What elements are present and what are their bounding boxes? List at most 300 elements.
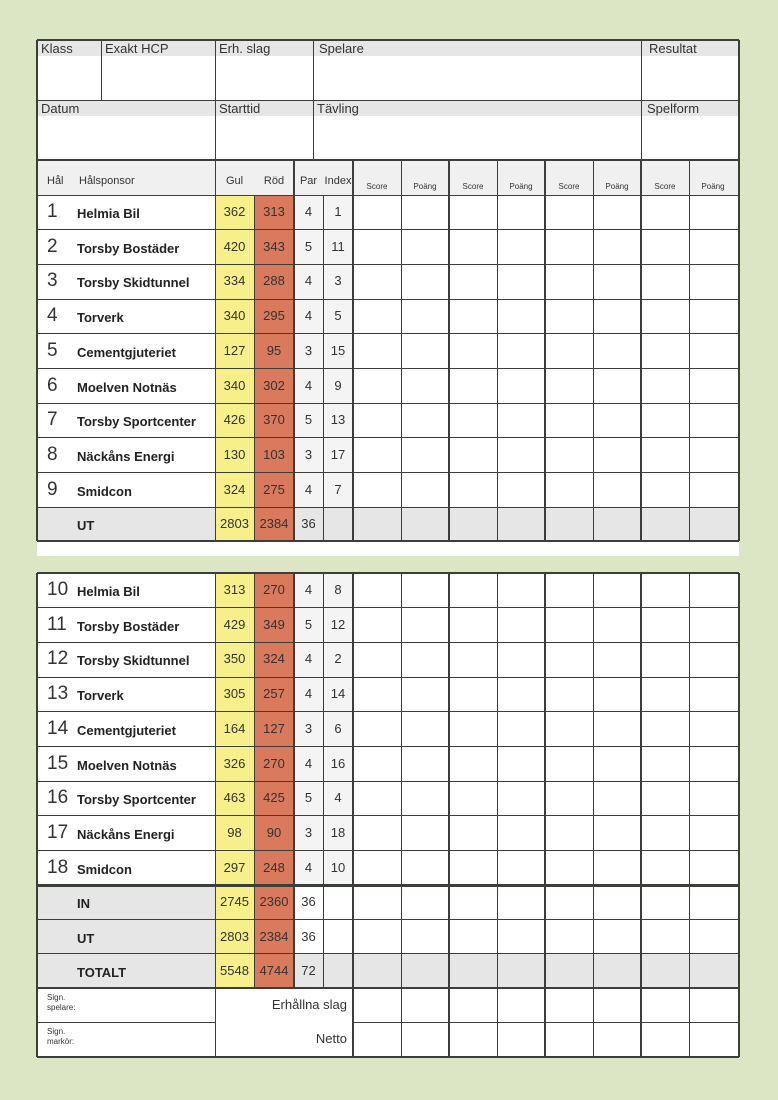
divider (497, 160, 498, 541)
poang-cell[interactable] (401, 195, 449, 230)
rod-distance: 103 (263, 446, 285, 462)
gul-distance: 127 (223, 342, 246, 358)
score-cell[interactable] (641, 264, 689, 299)
netto-cell[interactable] (449, 1022, 497, 1057)
divider (37, 299, 739, 300)
poang-cell[interactable] (593, 230, 641, 265)
poang-cell[interactable] (401, 851, 449, 886)
netto-cell[interactable] (545, 1022, 593, 1057)
spelform-label: Spelform (647, 101, 700, 116)
score-cell[interactable] (545, 747, 593, 782)
hole-number: 1 (47, 201, 58, 222)
poang-header: Poäng (605, 182, 629, 191)
score-cell[interactable] (449, 573, 497, 608)
divider (352, 573, 354, 1057)
poang-cell[interactable] (593, 747, 641, 782)
poang-cell[interactable] (401, 747, 449, 782)
gul-distance: 340 (223, 377, 246, 393)
poang-header: Poäng (413, 182, 437, 191)
divider (293, 573, 295, 988)
divider (448, 573, 450, 1057)
resultat-field[interactable] (641, 56, 739, 100)
hole-index: 8 (334, 582, 342, 597)
poang-cell[interactable] (689, 781, 739, 816)
hole-sponsor: Torsby Bostäder (77, 618, 180, 634)
score-cell[interactable] (641, 473, 689, 508)
erhallna-slag-cell[interactable] (401, 988, 449, 1023)
score-cell[interactable] (641, 299, 689, 334)
erhallna-slag-cell[interactable] (593, 988, 641, 1023)
rod-distance: 127 (263, 720, 285, 736)
divider (352, 160, 354, 541)
netto-cell[interactable] (689, 1022, 739, 1057)
score-cell[interactable] (449, 816, 497, 851)
erhallna-slag-cell[interactable] (353, 988, 401, 1023)
score-cell[interactable] (641, 954, 689, 988)
spelare-label: Spelare (319, 41, 364, 56)
divider (37, 1022, 215, 1023)
divider (37, 472, 739, 473)
score-cell[interactable] (353, 712, 401, 747)
score-cell[interactable] (353, 677, 401, 712)
score-header: Score (558, 182, 580, 191)
gul-distance: 324 (223, 481, 246, 497)
score-cell[interactable] (449, 677, 497, 712)
score-cell[interactable] (449, 712, 497, 747)
spelform-field[interactable] (641, 116, 739, 160)
poang-cell[interactable] (497, 369, 545, 404)
poang-cell[interactable] (401, 264, 449, 299)
hole-par: 4 (304, 273, 313, 289)
score-cell[interactable] (545, 369, 593, 404)
score-cell[interactable] (449, 473, 497, 508)
rod-distance: 288 (263, 273, 285, 289)
poang-cell[interactable] (593, 885, 641, 919)
sign-spelare-label: Sign. (47, 992, 66, 1002)
divider (37, 195, 739, 196)
poang-cell[interactable] (689, 885, 739, 919)
poang-cell[interactable] (593, 816, 641, 851)
sign-markor-label: Sign. (47, 1027, 66, 1037)
score-header: Score (462, 182, 484, 191)
poang-cell[interactable] (593, 369, 641, 404)
erhallna-slag-cell[interactable] (545, 988, 593, 1023)
poang-cell[interactable] (401, 299, 449, 334)
poang-cell[interactable] (593, 920, 641, 954)
poang-cell[interactable] (497, 747, 545, 782)
score-cell[interactable] (641, 781, 689, 816)
hole-number: 10 (47, 579, 69, 600)
total-label: TOTALT (77, 964, 127, 980)
score-cell[interactable] (641, 403, 689, 438)
hal-header: Hål (47, 175, 64, 187)
poang-cell[interactable] (497, 712, 545, 747)
rod-distance: 313 (263, 204, 285, 219)
divider (593, 573, 594, 1057)
score-cell[interactable] (641, 816, 689, 851)
card-border (738, 40, 740, 541)
score-cell[interactable] (545, 885, 593, 919)
poang-cell[interactable] (593, 573, 641, 608)
poang-cell[interactable] (497, 851, 545, 886)
divider (37, 919, 739, 920)
poang-cell[interactable] (593, 264, 641, 299)
poang-cell[interactable] (497, 954, 545, 988)
score-cell[interactable] (449, 885, 497, 919)
hole-sponsor: Helmia Bil (77, 206, 140, 221)
hole-index: 9 (334, 377, 342, 393)
score-cell[interactable] (353, 747, 401, 782)
gul-distance: 420 (223, 238, 246, 254)
poang-cell[interactable] (401, 781, 449, 816)
hole-sponsor: Näckåns Energi (77, 826, 175, 842)
hole-number: 2 (47, 235, 58, 257)
divider (37, 987, 739, 989)
divider (323, 573, 324, 988)
hole-number: 13 (47, 683, 69, 705)
exakt-hcp-field[interactable] (101, 56, 215, 100)
poang-cell[interactable] (689, 264, 739, 299)
score-cell[interactable] (641, 369, 689, 404)
hole-index: 15 (330, 342, 346, 358)
score-cell[interactable] (353, 369, 401, 404)
poang-cell[interactable] (401, 920, 449, 954)
score-cell[interactable] (449, 781, 497, 816)
poang-cell[interactable] (497, 195, 545, 230)
score-cell[interactable] (545, 473, 593, 508)
erh-slag-field[interactable] (215, 56, 313, 100)
divider (37, 368, 739, 369)
netto-cell[interactable] (593, 1022, 641, 1057)
poang-cell[interactable] (593, 299, 641, 334)
poang-cell[interactable] (401, 954, 449, 988)
score-cell[interactable] (545, 781, 593, 816)
poang-cell[interactable] (401, 677, 449, 712)
poang-cell[interactable] (401, 230, 449, 265)
hole-index: 14 (330, 686, 346, 702)
gul-distance: 350 (223, 651, 246, 667)
hole-number: 15 (47, 752, 69, 774)
poang-cell[interactable] (689, 195, 739, 230)
divider (37, 572, 739, 574)
hole-sponsor: Torsby Bostäder (77, 240, 180, 256)
score-cell[interactable] (545, 608, 593, 643)
poang-cell[interactable] (401, 712, 449, 747)
divider (101, 40, 102, 100)
poang-cell[interactable] (689, 677, 739, 712)
score-cell[interactable] (449, 920, 497, 954)
poang-cell[interactable] (401, 369, 449, 404)
hole-number: 7 (47, 409, 58, 431)
poang-cell[interactable] (689, 642, 739, 677)
resultat-label: Resultat (649, 41, 697, 56)
score-cell[interactable] (641, 608, 689, 643)
divider (37, 711, 739, 712)
hole-index: 2 (334, 651, 342, 667)
score-cell[interactable] (545, 230, 593, 265)
gul-distance: 326 (223, 755, 246, 771)
sign-markor-field[interactable] (37, 1022, 215, 1057)
total-par: 36 (301, 894, 316, 910)
score-cell[interactable] (545, 403, 593, 438)
score-cell[interactable] (353, 608, 401, 643)
score-cell[interactable] (353, 851, 401, 886)
poang-cell[interactable] (401, 642, 449, 677)
score-cell[interactable] (353, 230, 401, 265)
hole-sponsor: Smidcon (77, 861, 132, 877)
score-cell[interactable] (353, 816, 401, 851)
poang-cell[interactable] (401, 885, 449, 919)
poang-cell[interactable] (689, 230, 739, 265)
poang-cell[interactable] (497, 264, 545, 299)
score-cell[interactable] (449, 334, 497, 369)
score-cell[interactable] (641, 195, 689, 230)
poang-cell[interactable] (689, 573, 739, 608)
score-cell[interactable] (353, 195, 401, 230)
divider (254, 195, 255, 541)
netto-cell[interactable] (353, 1022, 401, 1057)
poang-cell[interactable] (401, 473, 449, 508)
score-cell[interactable] (353, 473, 401, 508)
poang-cell[interactable] (593, 712, 641, 747)
poang-cell[interactable] (401, 403, 449, 438)
score-cell[interactable] (353, 920, 401, 954)
poang-cell[interactable] (497, 677, 545, 712)
poang-cell[interactable] (593, 781, 641, 816)
score-cell[interactable] (449, 438, 497, 473)
score-cell[interactable] (353, 954, 401, 988)
card-border (36, 573, 38, 1057)
poang-cell[interactable] (401, 608, 449, 643)
tavling-field[interactable] (313, 116, 641, 160)
poang-cell[interactable] (689, 851, 739, 886)
score-cell[interactable] (449, 954, 497, 988)
score-cell[interactable] (449, 264, 497, 299)
spelare-field[interactable] (313, 56, 641, 100)
score-cell[interactable] (545, 677, 593, 712)
poang-cell[interactable] (689, 608, 739, 643)
poang-cell[interactable] (689, 816, 739, 851)
score-cell[interactable] (641, 334, 689, 369)
score-cell[interactable] (449, 299, 497, 334)
poang-cell[interactable] (497, 781, 545, 816)
poang-cell[interactable] (593, 642, 641, 677)
gul-distance: 98 (227, 824, 242, 840)
score-header: Score (366, 182, 388, 191)
poang-cell[interactable] (689, 334, 739, 369)
divider (215, 160, 216, 541)
erhallna-slag-cell[interactable] (689, 988, 739, 1023)
poang-cell[interactable] (593, 608, 641, 643)
score-cell[interactable] (449, 195, 497, 230)
divider (37, 333, 739, 334)
poang-cell[interactable] (593, 403, 641, 438)
erhallna-slag-cell[interactable] (497, 988, 545, 1023)
poang-cell[interactable] (497, 473, 545, 508)
score-cell[interactable] (353, 299, 401, 334)
score-cell[interactable] (353, 438, 401, 473)
poang-cell[interactable] (497, 299, 545, 334)
rod-distance: 295 (263, 308, 285, 324)
poang-cell[interactable] (401, 816, 449, 851)
poang-cell[interactable] (593, 851, 641, 886)
erhallna-slag-cell[interactable] (449, 988, 497, 1023)
divider (497, 573, 498, 1057)
score-cell[interactable] (641, 438, 689, 473)
poang-cell[interactable] (689, 920, 739, 954)
poang-cell[interactable] (497, 438, 545, 473)
divider (37, 159, 739, 161)
score-cell[interactable] (545, 920, 593, 954)
poang-cell[interactable] (593, 195, 641, 230)
poang-cell[interactable] (593, 473, 641, 508)
poang-cell[interactable] (401, 573, 449, 608)
poang-cell[interactable] (689, 438, 739, 473)
poang-cell[interactable] (401, 438, 449, 473)
score-cell[interactable] (353, 334, 401, 369)
hole-index: 3 (334, 273, 342, 289)
rod-distance: 425 (263, 790, 285, 806)
score-cell[interactable] (545, 438, 593, 473)
score-cell[interactable] (545, 195, 593, 230)
score-cell[interactable] (641, 747, 689, 782)
score-cell[interactable] (545, 299, 593, 334)
hole-index: 10 (330, 859, 346, 875)
score-cell[interactable] (545, 573, 593, 608)
rod-distance: 302 (263, 377, 285, 393)
score-cell[interactable] (545, 816, 593, 851)
poang-cell[interactable] (689, 712, 739, 747)
ut-gul-total: 2803 (220, 516, 249, 532)
divider (689, 573, 690, 1057)
divider (215, 573, 216, 1057)
netto-cell[interactable] (497, 1022, 545, 1057)
divider (37, 884, 739, 887)
score-cell[interactable] (545, 712, 593, 747)
gul-distance: 362 (223, 204, 246, 219)
score-cell[interactable] (641, 851, 689, 886)
gul-distance: 426 (223, 412, 246, 428)
rod-distance: 275 (263, 481, 285, 497)
netto-cell[interactable] (401, 1022, 449, 1057)
score-cell[interactable] (353, 781, 401, 816)
poang-cell[interactable] (497, 816, 545, 851)
hole-sponsor: Näckåns Energi (77, 448, 175, 464)
sign-spelare-field[interactable] (37, 988, 215, 1023)
score-cell[interactable] (353, 573, 401, 608)
score-cell[interactable] (641, 885, 689, 919)
netto-cell[interactable] (641, 1022, 689, 1057)
score-cell[interactable] (545, 264, 593, 299)
poang-cell[interactable] (593, 677, 641, 712)
poang-cell[interactable] (497, 334, 545, 369)
hole-number: 5 (47, 339, 58, 361)
poang-cell[interactable] (593, 954, 641, 988)
poang-cell[interactable] (593, 438, 641, 473)
poang-cell[interactable] (497, 403, 545, 438)
hole-number: 8 (47, 443, 58, 465)
score-cell[interactable] (353, 264, 401, 299)
divider (353, 1022, 739, 1023)
poang-cell[interactable] (497, 230, 545, 265)
klass-field[interactable] (37, 56, 101, 100)
divider (37, 953, 739, 954)
gul-distance: 429 (223, 616, 246, 632)
hole-index: 13 (330, 412, 346, 428)
divider (37, 607, 739, 608)
hole-sponsor: Cementgjuteriet (77, 722, 176, 738)
poang-cell[interactable] (689, 369, 739, 404)
hole-number: 14 (47, 717, 69, 739)
gul-header: Gul (225, 175, 244, 187)
hole-par: 5 (304, 238, 313, 254)
poang-cell[interactable] (401, 334, 449, 369)
gul-distance: 164 (223, 720, 246, 736)
gul-distance: 313 (223, 582, 246, 597)
score-cell[interactable] (641, 677, 689, 712)
score-cell[interactable] (449, 851, 497, 886)
score-cell[interactable] (641, 712, 689, 747)
score-cell[interactable] (545, 954, 593, 988)
divider (401, 573, 402, 1057)
divider (37, 781, 739, 782)
poang-cell[interactable] (497, 920, 545, 954)
erhallna-slag-cell[interactable] (641, 988, 689, 1023)
poang-cell[interactable] (689, 954, 739, 988)
datum-field[interactable] (37, 116, 215, 160)
score-cell[interactable] (449, 608, 497, 643)
poang-cell[interactable] (689, 299, 739, 334)
score-cell[interactable] (449, 747, 497, 782)
poang-cell[interactable] (689, 473, 739, 508)
poang-cell[interactable] (689, 747, 739, 782)
rod-header: Röd (263, 175, 285, 187)
score-cell[interactable] (353, 885, 401, 919)
score-cell[interactable] (641, 230, 689, 265)
hole-number: 18 (47, 856, 69, 878)
hole-number: 16 (47, 787, 69, 809)
score-cell[interactable] (449, 403, 497, 438)
hole-number: 17 (47, 821, 69, 843)
score-cell[interactable] (545, 334, 593, 369)
score-cell[interactable] (545, 642, 593, 677)
hole-index: 7 (334, 481, 342, 497)
score-cell[interactable] (545, 851, 593, 886)
poang-cell[interactable] (497, 608, 545, 643)
score-cell[interactable] (353, 403, 401, 438)
poang-cell[interactable] (689, 403, 739, 438)
gul-distance: 297 (223, 859, 246, 875)
poang-header: Poäng (701, 182, 725, 191)
poang-cell[interactable] (497, 573, 545, 608)
score-cell[interactable] (449, 369, 497, 404)
divider (254, 573, 255, 988)
hole-index: 11 (331, 238, 345, 254)
score-cell[interactable] (449, 642, 497, 677)
poang-cell[interactable] (593, 334, 641, 369)
poang-cell[interactable] (497, 885, 545, 919)
score-cell[interactable] (353, 642, 401, 677)
poang-cell[interactable] (497, 642, 545, 677)
divider (593, 160, 594, 541)
starttid-field[interactable] (215, 116, 313, 160)
total-rod: 2384 (259, 928, 289, 944)
hole-sponsor: Torsby Skidtunnel (77, 275, 190, 291)
score-cell[interactable] (641, 573, 689, 608)
score-cell[interactable] (641, 920, 689, 954)
score-cell[interactable] (641, 642, 689, 677)
score-cell[interactable] (449, 230, 497, 265)
